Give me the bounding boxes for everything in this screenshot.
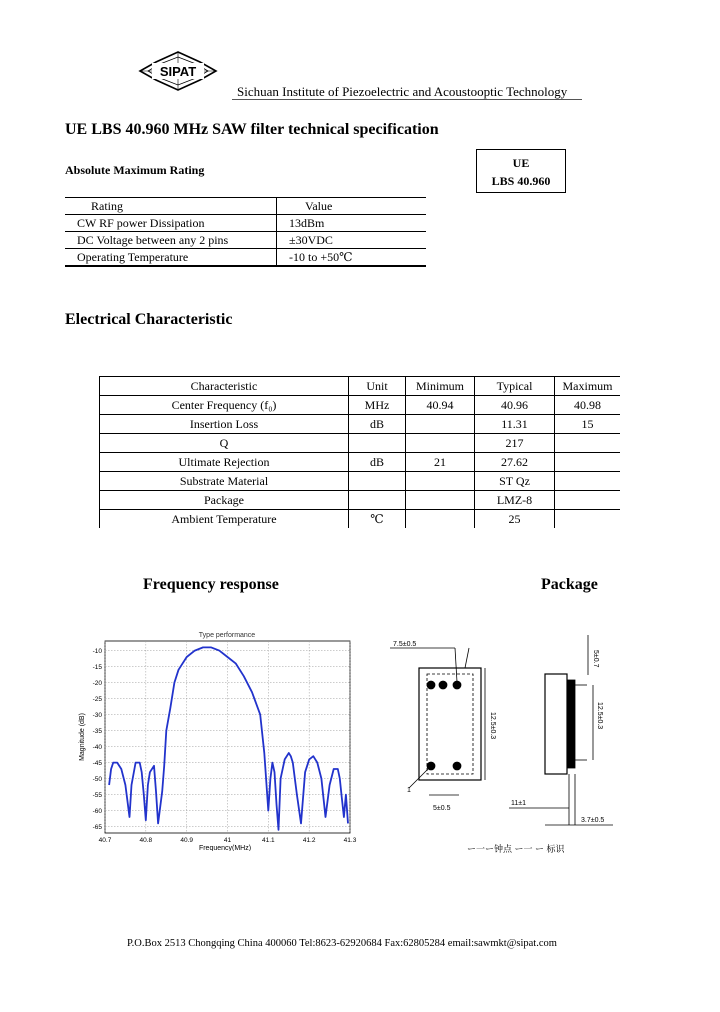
pin-dot [439, 681, 447, 689]
page-title: UE LBS 40.960 MHz SAW filter technical specification [65, 121, 439, 138]
logo-text: SIPAT [159, 64, 197, 79]
table-cell: 21 [406, 453, 475, 472]
table-cell: 27.62 [475, 453, 555, 472]
package-drawing [385, 630, 625, 860]
table-row [100, 472, 621, 491]
table-cell [349, 491, 406, 510]
sipat-logo [138, 50, 218, 92]
x-tick-label: 41.3 [343, 837, 357, 844]
electrical-characteristic-table [99, 376, 620, 528]
y-tick-label: -10 [92, 648, 102, 656]
table-cell: Ultimate Rejection [100, 453, 349, 472]
y-tick-label: -20 [92, 680, 102, 688]
table-row [100, 396, 621, 415]
table-cell: 217 [475, 434, 555, 453]
table-cell: dB [349, 415, 406, 434]
table-row [100, 453, 621, 472]
table-row [65, 232, 426, 249]
table-cell [406, 415, 475, 434]
table-header-cell: Maximum [555, 377, 621, 396]
x-tick-labels [99, 837, 357, 844]
dim-lead2-label: 3.7±0.5 [581, 817, 605, 824]
y-tick-label: -25 [92, 696, 102, 704]
chart-title: Type performance [198, 632, 256, 639]
table-cell: 40.94 [406, 396, 475, 415]
y-tick-label: -30 [92, 712, 102, 720]
y-tick-label: -55 [92, 792, 102, 800]
table-cell: Operating Temperature [65, 249, 277, 267]
pin-dot [427, 681, 435, 689]
package-side-view [545, 674, 567, 774]
pin-dot [453, 681, 461, 689]
y-tick-label: -40 [92, 744, 102, 752]
table-cell: Insertion Loss [100, 415, 349, 434]
part-number-line1: UE [512, 156, 530, 170]
dim-pin-label: 5±0.5 [433, 805, 451, 812]
table-cell: dB [349, 453, 406, 472]
x-axis-label: Frequency(MHz) [198, 845, 252, 851]
absolute-max-rating-table [65, 197, 426, 267]
table-header-cell: Unit [349, 377, 406, 396]
package-lid [567, 680, 575, 768]
table-header-cell: Minimum [406, 377, 475, 396]
table-header-cell: Characteristic [100, 377, 349, 396]
table-cell: -10 to +50℃ [277, 249, 427, 267]
y-axis-label: Magnitude (dB) [79, 713, 86, 761]
svg-text:1: 1 [407, 787, 411, 794]
table-cell: Package [100, 491, 349, 510]
package-caption: ー一ー钟点 ー一 ー 标识 [467, 844, 565, 854]
electrical-heading: Electrical Characteristic [65, 311, 233, 328]
table-cell: 13dBm [277, 215, 427, 232]
table-cell [406, 434, 475, 453]
table-header-row [65, 198, 426, 215]
y-tick-label: -65 [92, 824, 102, 832]
institute-name: Sichuan Institute of Piezoelectric and Acoustooptic Technology [237, 84, 568, 99]
y-tick-label: -60 [92, 808, 102, 816]
y-tick-label: -15 [92, 664, 102, 672]
table-cell [555, 453, 621, 472]
table-cell: 15 [555, 415, 621, 434]
frequency-response-chart [72, 626, 362, 851]
table-cell: ±30VDC [277, 232, 427, 249]
y-tick-label: -35 [92, 728, 102, 736]
footer-contact: P.O.Box 2513 Chongqing China 400060 Tel:8623-62920684 Fax:62805284 email:sawmkt@sipat.com [127, 938, 557, 949]
package-inner-outline [427, 674, 473, 774]
x-tick-label: 41.2 [302, 837, 316, 844]
table-cell: 40.98 [555, 396, 621, 415]
table-row [100, 491, 621, 510]
table-cell [555, 510, 621, 529]
x-tick-label: 41 [223, 837, 232, 844]
table-cell: DC Voltage between any 2 pins [65, 232, 277, 249]
package-heading: Package [541, 576, 598, 593]
x-tick-label: 40.9 [180, 837, 193, 844]
table-cell: MHz [349, 396, 406, 415]
table-cell [555, 472, 621, 491]
table-cell [406, 510, 475, 529]
x-tick-label: 41.1 [262, 837, 275, 844]
table-header-cell: Rating [65, 198, 277, 215]
dim-side-label: 12.5±0.3 [489, 712, 496, 740]
part-number-line2: LBS 40.960 [491, 174, 551, 188]
table-cell: Q [100, 434, 349, 453]
table-cell [406, 472, 475, 491]
amr-heading: Absolute Maximum Rating [65, 163, 205, 177]
table-row [100, 510, 621, 529]
header-divider [232, 99, 582, 100]
table-cell [349, 434, 406, 453]
table-header-row [100, 377, 621, 396]
table-cell: ST Qz [475, 472, 555, 491]
table-row [65, 249, 426, 267]
table-cell: 40.96 [475, 396, 555, 415]
dim-height-label: 12.5±0.3 [596, 702, 603, 730]
table-cell: LMZ-8 [475, 491, 555, 510]
table-header-cell: Value [277, 198, 427, 215]
table-cell [349, 472, 406, 491]
dim-lead-label: 11±1 [511, 800, 527, 807]
y-tick-labels [93, 648, 103, 831]
table-cell [406, 491, 475, 510]
table-cell: 25 [475, 510, 555, 529]
x-tick-label: 40.7 [98, 837, 112, 844]
pin-dot [453, 762, 461, 770]
table-header-cell: Typical [475, 377, 555, 396]
frequency-response-heading: Frequency response [143, 576, 279, 593]
table-cell: CW RF power Dissipation [65, 215, 277, 232]
y-tick-label: -50 [92, 776, 102, 784]
table-cell: Substrate Material [100, 472, 349, 491]
table-row [100, 434, 621, 453]
table-cell: ℃ [349, 510, 406, 529]
table-cell: Ambient Temperature [100, 510, 349, 529]
table-row [100, 415, 621, 434]
dim-top-label: 7.5±0.5 [393, 641, 417, 648]
table-cell: 11.31 [475, 415, 555, 434]
x-tick-label: 40.8 [139, 837, 153, 844]
table-row [65, 215, 426, 232]
dim-height-top-label: 5±0.7 [592, 650, 599, 668]
part-number-box [476, 149, 566, 193]
table-cell: Center Frequency (f₀) [100, 396, 349, 415]
table-cell [555, 434, 621, 453]
table-cell [555, 491, 621, 510]
y-tick-label: -45 [92, 760, 102, 768]
